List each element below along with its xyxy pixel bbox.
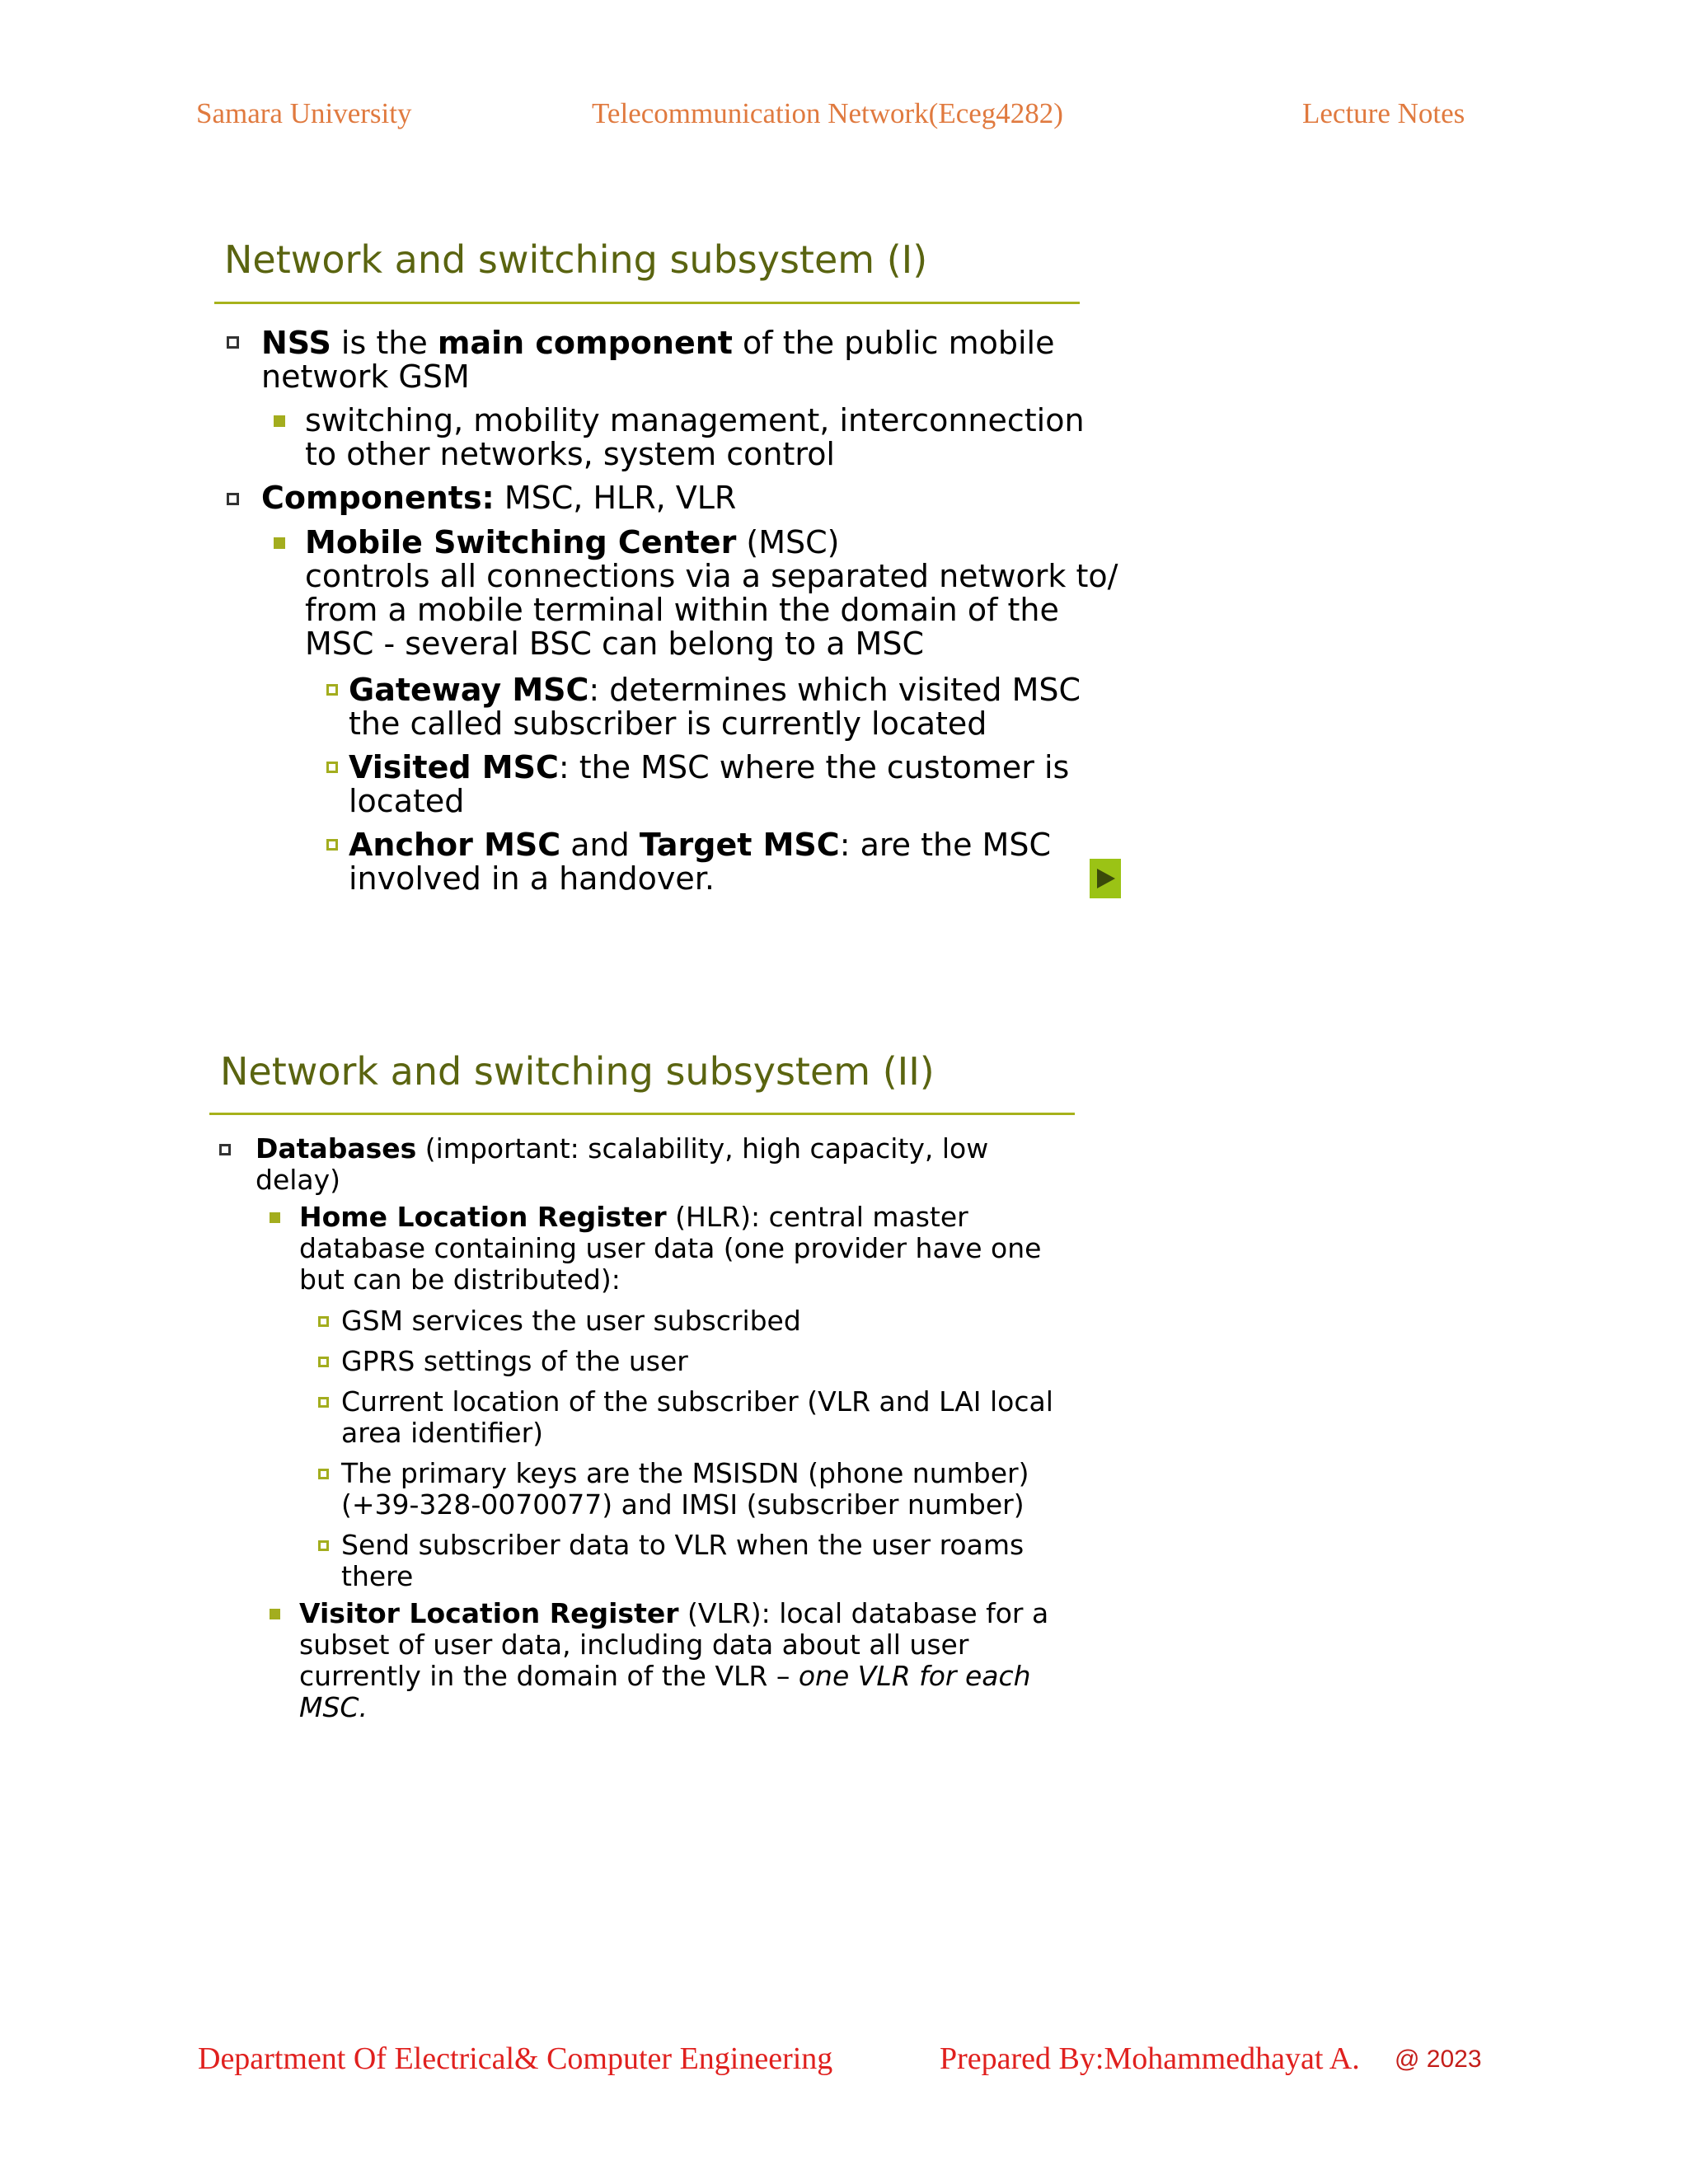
slide-1-sub-switching-cont: to other networks, system control [305, 436, 835, 472]
slide-1-anchor-target-msc-cont: involved in a handover. [349, 860, 715, 897]
hollow-square-bullet-icon [227, 493, 239, 505]
hollow-square-bullet-icon [326, 839, 338, 851]
slide-1-gateway-msc-cont: the called subscriber is currently located [349, 705, 987, 742]
hollow-square-bullet-icon [318, 1469, 329, 1479]
slide-2-hlr-item-send: Send subscriber data to VLR when the user roams [341, 1529, 1025, 1561]
slide-1-point-nss: NSS is the main component of the public mobile [261, 325, 1055, 361]
slide-1-sub-msc: Mobile Switching Center (MSC) [305, 524, 840, 560]
slide-1-sub-msc-line3: from a mobile terminal within the domain of the [305, 592, 1059, 628]
slide-2-sub-vlr: Visitor Location Register (VLR): local database for a [299, 1597, 1049, 1629]
hollow-square-bullet-icon [318, 1316, 329, 1327]
slide-1-gateway-msc: Gateway MSC: determines which visited MSC [349, 672, 1081, 708]
slide-2-sub-hlr: Home Location Register (HLR): central master [299, 1201, 968, 1233]
slide-1-sub-msc-line2: controls all connections via a separated network to/ [305, 558, 1118, 594]
slide-2-sub-vlr-line2: subset of user data, including data about all user [299, 1629, 969, 1661]
slide-2-hlr-item-send-cont: there [341, 1560, 414, 1592]
slide-1-point-components: Components: MSC, HLR, VLR [261, 480, 737, 516]
slide-1-title: Network and switching subsystem (I) [224, 237, 928, 282]
slide-2-hlr-item-location-cont: area identifier) [341, 1417, 544, 1449]
slide-1-visited-msc: Visited MSC: the MSC where the customer is [349, 749, 1070, 785]
slide-2-sub-vlr-line3: currently in the domain of the VLR – one VLR for each [299, 1660, 1031, 1692]
slide-1-point-nss-cont: network GSM [261, 359, 470, 395]
slide-2-title: Network and switching subsystem (II) [220, 1049, 935, 1094]
slide-2-hlr-item-keys-cont: (+39-328-0070077) and IMSI (subscriber number) [341, 1488, 1025, 1521]
slide-2-title-rule [209, 1113, 1075, 1115]
header-university: Samara University [196, 97, 412, 129]
slide-2-sub-hlr-line3: but can be distributed): [299, 1263, 621, 1296]
slide-2-hlr-item-gprs: GPRS settings of the user [341, 1345, 688, 1377]
hollow-square-bullet-icon [227, 336, 239, 349]
hollow-square-bullet-icon [318, 1397, 329, 1408]
header-notes: Lecture Notes [1302, 97, 1465, 129]
slide-1-visited-msc-cont: located [349, 783, 465, 819]
slide-2-point-databases: Databases (important: scalability, high capacity, low [256, 1132, 989, 1165]
slide-2-hlr-item-location: Current location of the subscriber (VLR and LAI local [341, 1385, 1053, 1418]
slide-2-sub-hlr-line2: database containing user data (one provider have one [299, 1232, 1042, 1264]
hollow-square-bullet-icon [318, 1357, 329, 1367]
slide-2-point-databases-cont: delay) [256, 1164, 341, 1196]
footer-prepared-by: Prepared By:Mohammedhayat A. [940, 2041, 1360, 2076]
slide-2-hlr-item-gsm-services: GSM services the user subscribed [341, 1305, 801, 1337]
hollow-square-bullet-icon [219, 1144, 231, 1155]
page-footer [0, 2041, 1688, 2087]
filled-square-bullet-icon [270, 1609, 280, 1619]
footer-department: Department Of Electrical& Computer Engineering [198, 2041, 833, 2076]
slide-2-hlr-item-keys: The primary keys are the MSISDN (phone number) [341, 1457, 1029, 1489]
hollow-square-bullet-icon [326, 762, 338, 773]
slide-1-sub-switching: switching, mobility management, interconnection [305, 402, 1085, 438]
filled-square-bullet-icon [270, 1212, 280, 1223]
header-course: Telecommunication Network(Eceg4282) [592, 97, 1063, 129]
filled-square-bullet-icon [274, 537, 285, 549]
filled-square-bullet-icon [274, 415, 285, 427]
slide-1-anchor-target-msc: Anchor MSC and Target MSC: are the MSC [349, 827, 1051, 863]
slide-1-sub-msc-line4: MSC - several BSC can belong to a MSC [305, 626, 925, 662]
next-slide-button[interactable] [1090, 859, 1121, 898]
footer-year: @ 2023 [1395, 2046, 1482, 2073]
page-header [0, 97, 1688, 138]
slide-1-title-rule [214, 302, 1080, 304]
play-arrow-icon [1090, 859, 1121, 898]
hollow-square-bullet-icon [326, 684, 338, 696]
hollow-square-bullet-icon [318, 1540, 329, 1551]
slide-2-sub-vlr-line4: MSC. [299, 1691, 368, 1723]
